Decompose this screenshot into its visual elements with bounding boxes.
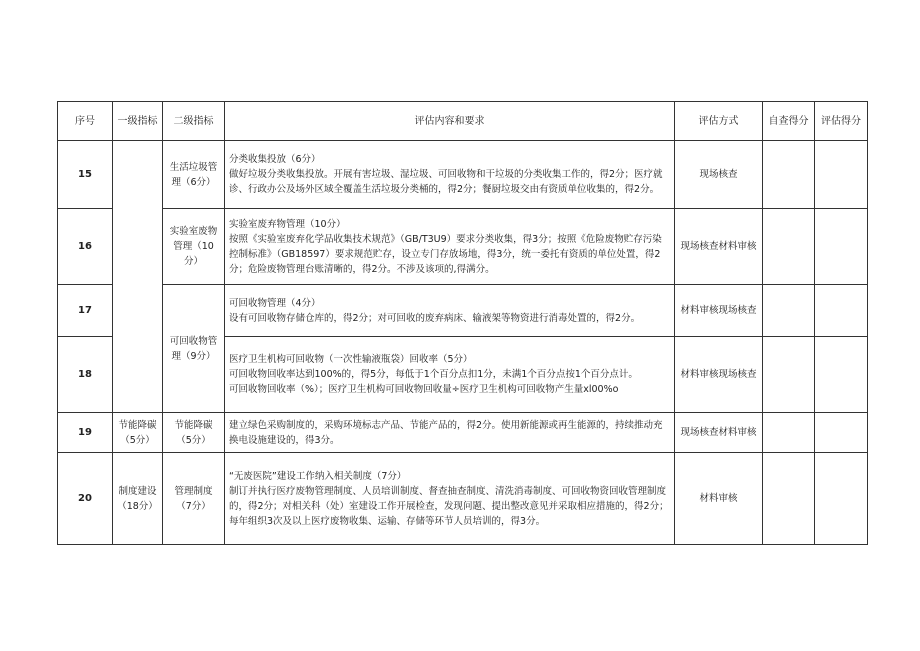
level2-cell: 实验室废物管理（10分）	[163, 209, 225, 285]
row-no: 20	[58, 453, 113, 545]
self-score-cell	[763, 209, 815, 285]
content-cell	[225, 453, 675, 545]
eval-score-cell	[815, 209, 868, 285]
table-row	[58, 141, 868, 209]
table-row	[58, 413, 868, 453]
eval-score-cell	[815, 453, 868, 545]
table-row	[58, 209, 868, 285]
content-title: “无废医院”建设工作纳入相关制度（7分）	[229, 470, 407, 482]
table-header-row	[58, 102, 868, 141]
content-title: 实验室废弃物管理（10分）	[229, 218, 346, 230]
level1-cell: 节能降碳（5分）	[113, 413, 163, 453]
content-title: 分类收集投放（6分）	[229, 154, 321, 165]
header-eval-score: 评估得分	[815, 102, 868, 141]
content-cell	[225, 285, 675, 337]
content-text: 按照《实验室废弃化学品收集技术规范》（GB/T3U9）要求分类收集，得3分；按照《危险废物贮存污染控制标准》（GB18597）要求规范贮存，设立专门存放场地，得3分，统一委托有资质的单位处置，得2分；危险废物管理台账清晰的，得2分。不涉及该项的,得满分。	[229, 233, 662, 275]
header-self-score: 自查得分	[763, 102, 815, 141]
table-row	[58, 285, 868, 337]
level1-cell	[113, 285, 163, 337]
method-cell: 现场核查	[675, 141, 763, 209]
content-cell	[225, 337, 675, 413]
level1-cell: 制度建设（18分）	[113, 453, 163, 545]
method-cell: 材料审核现场核查	[675, 337, 763, 413]
level2-cell: 管理制度（7分）	[163, 453, 225, 545]
level2-cell: 节能降碳（5分）	[163, 413, 225, 453]
method-cell: 材料审核现场核查	[675, 285, 763, 337]
method-cell: 材料审核	[675, 453, 763, 545]
header-content: 评估内容和要求	[225, 102, 675, 141]
row-no: 15	[58, 141, 113, 209]
content-cell	[225, 413, 675, 453]
eval-score-cell	[815, 141, 868, 209]
evaluation-table	[57, 101, 868, 545]
row-no: 17	[58, 285, 113, 337]
content-text: 做好垃圾分类收集投放。开展有害垃圾、湿垃圾、可回收物和干垃圾的分类收集工作的，得2分；医疗就诊、行政办公及场外区域全覆盖生活垃圾分类桶的，得2分；餐厨垃圾交由有资质单位收集的，得2分。	[229, 169, 663, 195]
level1-cell	[113, 337, 163, 413]
level1-cell	[113, 141, 163, 209]
method-cell: 现场核查材料审核	[675, 209, 763, 285]
header-no: 序号	[58, 102, 113, 141]
content-title: 医疗卫生机构可回收物（一次性输液瓶袋）回收率（5分）	[229, 354, 473, 365]
content-cell	[225, 209, 675, 285]
content-text: 可回收物回收率（%）；医疗卫生机构可回收物回收量÷医疗卫生机构可回收物产生量xl00%o	[229, 384, 619, 395]
header-level2: 二级指标	[163, 102, 225, 141]
level2-cell: 可回收物管理（9分）	[163, 285, 225, 413]
content-text: 建立绿色采购制度的，采购环境标志产品、节能产品的，得2分。使用新能源或再生能源的，持续推动充换电设施建设的，得3分。	[229, 419, 663, 446]
row-no: 16	[58, 209, 113, 285]
content-text: 设有可回收物存储仓库的，得2分；对可回收的废弃病床、输液架等物资进行消毒处置的，得2分。	[229, 312, 641, 324]
header-level1: 一级指标	[113, 102, 163, 141]
eval-score-cell	[815, 285, 868, 337]
method-cell: 现场核查材料审核	[675, 413, 763, 453]
self-score-cell	[763, 285, 815, 337]
content-cell	[225, 141, 675, 209]
level1-cell	[113, 209, 163, 285]
row-no: 18	[58, 337, 113, 413]
content-text: 可回收物回收率达到100%的，得5分，每低于1个百分点扣1分，未满1个百分点按1个百分点计。	[229, 369, 638, 380]
eval-score-cell	[815, 413, 868, 453]
self-score-cell	[763, 337, 815, 413]
content-title: 可回收物管理（4分）	[229, 297, 321, 309]
row-no: 19	[58, 413, 113, 453]
self-score-cell	[763, 453, 815, 545]
header-method: 评估方式	[675, 102, 763, 141]
table-row	[58, 453, 868, 545]
self-score-cell	[763, 413, 815, 453]
level2-cell: 生活垃圾管理（6分）	[163, 141, 225, 209]
self-score-cell	[763, 141, 815, 209]
eval-score-cell	[815, 337, 868, 413]
content-text: 制订并执行医疗废物管理制度、人员培训制度、督查抽查制度、清洗消毒制度、可回收物资回收管理制度的，得2分；对相关科（处）室建设工作开展检查，发现问题、提出整改意见并采取相应措施的，得2分；每年组织3次及以上医疗废物收集、运输、存储等环节人员培训的，得3分。	[229, 485, 669, 527]
